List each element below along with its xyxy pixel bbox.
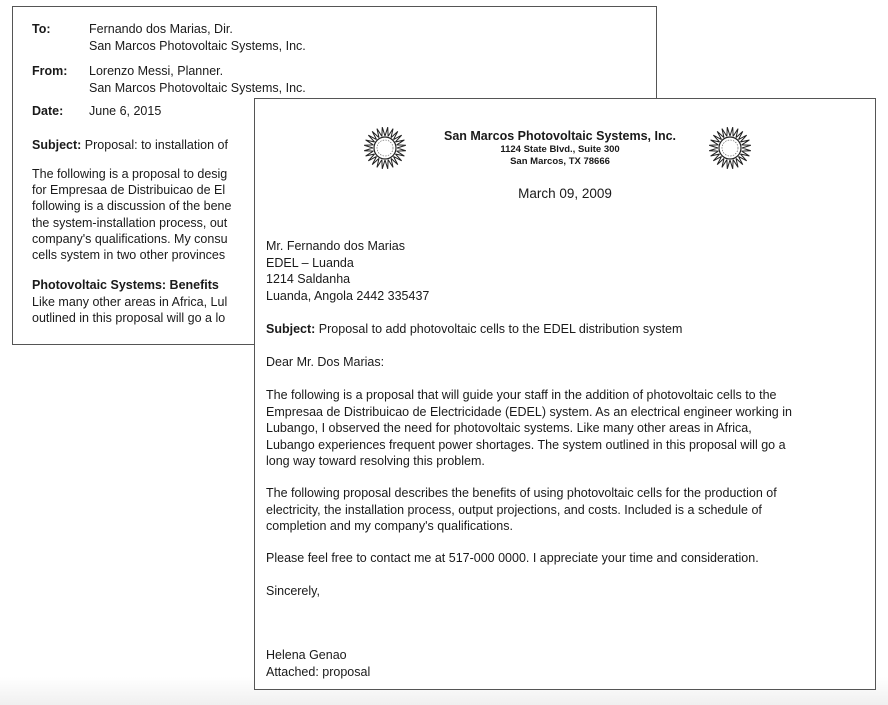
letterhead [375,129,745,168]
attachment-note: Attached: proposal [266,665,371,679]
memo-from-value [89,63,306,96]
memo-from-line: Lorenzo Messi, Planner. [89,64,224,78]
recipient-line: EDEL – Luanda [266,255,354,270]
memo-body-line: for Empresaa de Distribuicao de El [32,183,226,198]
memo-section-line: Like many other areas in Africa, Lul [32,295,228,309]
memo-section-body [32,294,227,326]
paragraph-3: Please feel free to contact me at 517-000 0000. I appreciate your time and consideration. [266,551,759,565]
memo-to-label: To: [32,22,51,36]
paragraph-line: The following is a proposal that will guide your staff in the addition of photovoltaic cells to the [266,388,777,402]
memo-to-value [89,21,306,54]
paragraph-2 [266,485,777,535]
recipient-line: Mr. Fernando dos Marias [266,239,405,253]
company-address-line2: San Marcos, TX 78666 [510,156,610,167]
company-address-line1: 1124 State Blvd., Suite 300 [500,144,620,155]
paragraph-line: Lubango, I observed the need for photovoltaic systems. Like many other areas in Africa, [266,421,752,435]
company-name: San Marcos Photovoltaic Systems, Inc. [443,129,677,143]
memo-body-line: the system-installation process, out [32,215,228,230]
recipient-address [266,238,429,304]
memo-body-line: company's qualifications. My consu [32,231,228,246]
closing: Sincerely, [266,584,320,598]
paragraph-line: long way toward resolving this problem. [266,454,485,468]
paragraph-line: The following proposal describes the benefits of using photovoltaic cells for the production of [266,486,777,500]
memo-body-line: cells system in two other provinces [32,248,226,263]
memo-body-line: The following is a proposal to desig [32,167,228,181]
memo-subject-text: Proposal: to installation of [84,138,228,152]
memo-body [32,166,231,263]
memo-from-line: San Marcos Photovoltaic Systems, Inc. [89,80,306,95]
letter-subject [266,321,682,338]
memo-to-line: San Marcos Photovoltaic Systems, Inc. [89,38,306,53]
sun-icon [707,125,753,171]
letter-date: March 09, 2009 [518,186,612,201]
letter-subject-label: Subject: [266,322,316,336]
memo-to-line: Fernando dos Marias, Dir. [89,22,233,36]
memo-subject-label: Subject: [32,138,82,152]
memo-date-value [89,103,161,120]
paragraph-line: completion and my company's qualifications. [266,519,513,533]
letter-subject-text: Proposal to add photovoltaic cells to the EDEL distribution system [318,322,683,336]
recipient-line: Luanda, Angola 2442 335437 [266,288,430,303]
memo-body-line: following is a discussion of the bene [32,199,232,214]
recipient-line: 1214 Saldanha [266,272,351,286]
paragraph-line: Empresaa de Distribuicao de Electricidade (EDEL) system. As an electrical engineer working in [266,404,792,419]
memo-date-label: Date: [32,104,64,118]
salutation: Dear Mr. Dos Marias: [266,355,385,369]
signature-name: Helena Genao [266,648,347,662]
paragraph-line: Lubango experiences frequent power shortages. The system outlined in this proposal will go a [266,437,786,452]
memo-date-text: June 6, 2015 [89,104,162,118]
paragraph-1 [266,387,792,470]
paragraph-line: electricity, the installation process, output projections, and costs. Included is a schedule of [266,502,762,517]
memo-section-line: outlined in this proposal will go a lo [32,311,226,326]
letter-document [254,98,876,690]
memo-section-heading: Photovoltaic Systems: Benefits [32,278,219,292]
memo-subject [32,138,228,152]
memo-from-label: From: [32,64,68,78]
